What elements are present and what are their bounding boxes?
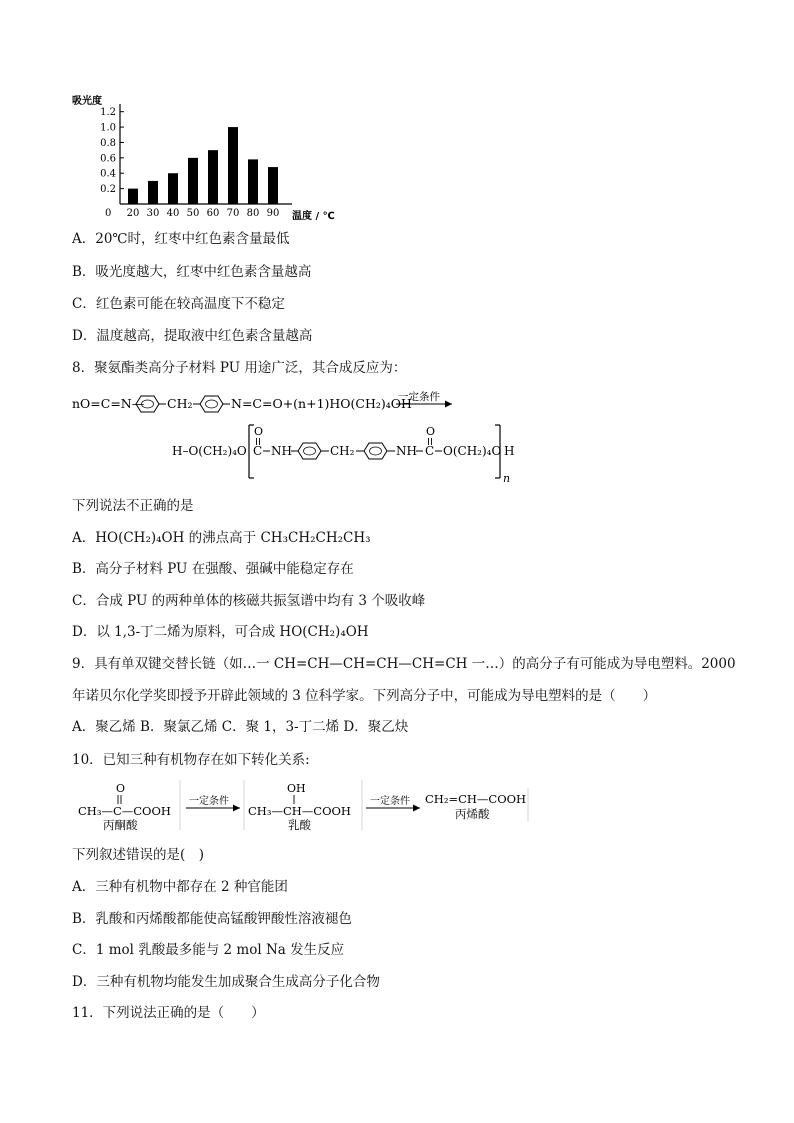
q8-prod-c: C <box>253 444 263 458</box>
q8-eq-ch2: CH₂ <box>167 396 193 411</box>
y-tick-label: 0.2 <box>100 184 116 196</box>
x-tick-label: 60 <box>206 208 220 219</box>
x-tick-label: 50 <box>186 208 200 219</box>
arrow-head-icon <box>233 805 240 812</box>
q10-cond2: 一定条件 <box>370 796 410 807</box>
y-tick-label: 0.8 <box>100 137 116 149</box>
q10-stem: 10．已知三种有机物存在如下转化关系: <box>72 752 310 768</box>
y-tick-label: 1.2 <box>100 107 116 119</box>
q8-prod-nh2: NH <box>396 444 417 458</box>
q10-m3-formula: CH₂=CH—COOH <box>425 792 527 806</box>
q8-prod-n: n <box>503 472 511 485</box>
x-tick-label: 80 <box>246 208 260 219</box>
q10-cond1: 一定条件 <box>189 796 229 807</box>
y-axis-label: 吸光度 <box>72 96 102 107</box>
q9-line1: 9．具有单双键交替长链（如…一 CH=CH—CH=CH—CH=CH 一…）的高分子有可能成为导电塑料。2000 <box>72 656 736 672</box>
y-tick-label: 1.0 <box>100 122 116 134</box>
q8-eq-mid: N=C=O+(n+1)HO(CH₂)₄OH <box>231 396 412 411</box>
q8-eq-condition: 一定条件 <box>398 391 440 403</box>
q8-prod-o2: O <box>426 425 436 438</box>
arrow-head-icon <box>413 805 420 812</box>
q10-option-a: A．三种有机物中都存在 2 种官能团 <box>72 879 288 895</box>
q8-eq-left: nO=C=N— <box>72 396 145 411</box>
x-axis-label: 温度 / ℃ <box>292 211 335 222</box>
q8-prod-c2: C <box>425 444 435 458</box>
q10-m1-o: O <box>116 782 126 795</box>
q7-option-b: B．吸光度越大，红枣中红色素含量越高 <box>72 264 312 280</box>
x-tick-label: 70 <box>226 208 240 219</box>
q10-question: 下列叙述错误的是( ) <box>72 847 205 863</box>
y-tick-label: 0.4 <box>100 168 116 180</box>
q7-option-a: A．20℃时，红枣中红色素含量最低 <box>72 231 290 247</box>
x-tick-label: 90 <box>266 208 280 219</box>
q10-m1-name: 丙酮酸 <box>103 818 138 832</box>
q10-m2-name: 乳酸 <box>288 818 311 832</box>
q8-option-b: B．高分子材料 PU 在强酸、强碱中能稳定存在 <box>72 561 354 577</box>
q7-option-d: D．温度越高，提取液中红色素含量越高 <box>72 328 313 344</box>
x-tick-label: 40 <box>166 208 180 219</box>
x-tick-label: 20 <box>126 208 140 219</box>
q8-question: 下列说法不正确的是 <box>72 498 194 514</box>
q10-option-c: C．1 mol 乳酸最多能与 2 mol Na 发生反应 <box>72 942 345 958</box>
q8-prod-nh1: NH <box>271 444 292 458</box>
q8-prod-o: O <box>254 425 264 438</box>
q11-stem: 11．下列说法正确的是（ ） <box>72 1005 265 1021</box>
y-tick-label: 0.6 <box>100 153 116 165</box>
q8-prod-h: H <box>504 444 515 458</box>
q8-prod-right: O(CH₂)₄O <box>443 444 502 458</box>
q10-m1-formula: CH₃—C—COOH <box>78 804 171 818</box>
q10-option-b: B．乳酸和丙烯酸都能使高锰酸钾酸性溶液褪色 <box>72 911 352 927</box>
q8-prod-ch2: CH₂ <box>330 444 355 458</box>
q8-prod-left: H–O(CH₂)₄O <box>172 444 247 458</box>
q10-m3-name: 丙烯酸 <box>455 807 490 821</box>
q9-options: A．聚乙烯 B．聚氯乙烯 C．聚 1，3-丁二烯 D．聚乙炔 <box>72 719 409 735</box>
q8-stem: 8．聚氨酯类高分子材料 PU 用途广泛，其合成反应为： <box>72 360 407 376</box>
q8-option-c: C．合成 PU 的两种单体的核磁共振氢谱中均有 3 个吸收峰 <box>72 593 426 609</box>
origin-label: 0 <box>105 208 112 219</box>
q8-option-a: A．HO(CH₂)₄OH 的沸点高于 CH₃CH₂CH₂CH₃ <box>72 530 371 546</box>
q7-option-c: C．红色素可能在较高温度下不稳定 <box>72 296 285 312</box>
q10-m2-oh: OH <box>287 782 306 795</box>
x-tick-label: 30 <box>146 208 160 219</box>
q9-line2: 年诺贝尔化学奖即授予开辟此领域的 3 位科学家。下列高分子中，可能成为导电塑料的是（ ） <box>72 688 657 704</box>
q8-option-d: D．以 1,3-丁二烯为原料，可合成 HO(CH₂)₄OH <box>72 624 369 640</box>
q10-m2-formula: CH₃—CH—COOH <box>248 804 351 818</box>
q10-option-d: D．三种有机物均能发生加成聚合生成高分子化合物 <box>72 974 380 990</box>
